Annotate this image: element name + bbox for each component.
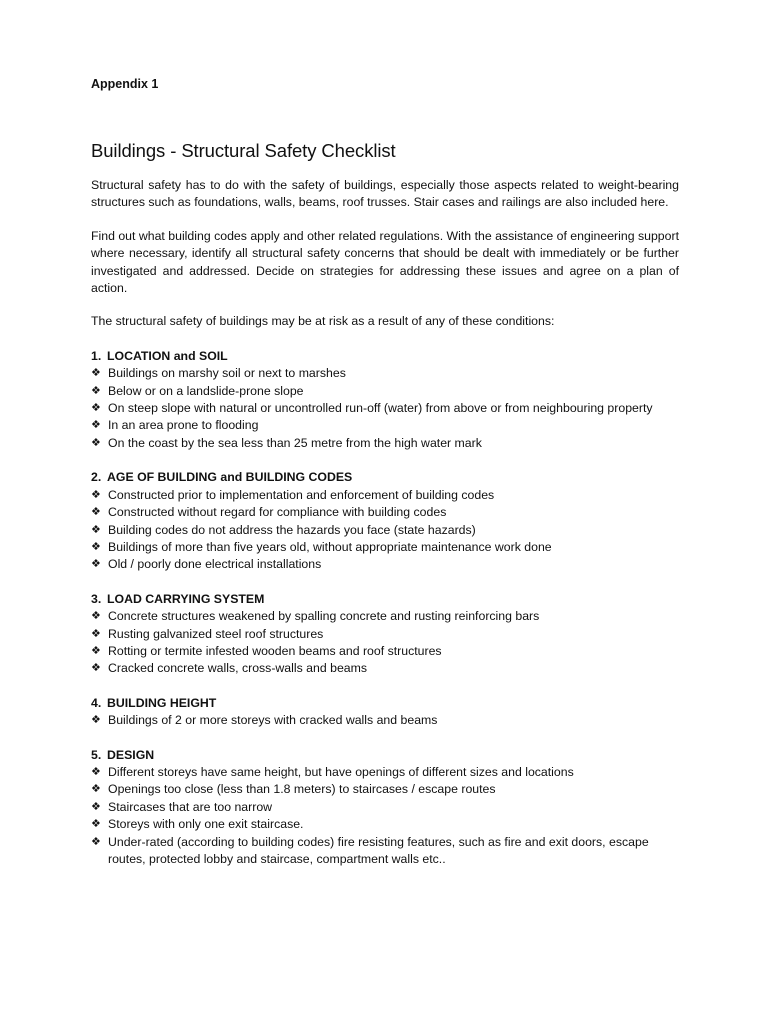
list-item <box>91 626 679 643</box>
checklist-items <box>91 487 679 574</box>
section-title: AGE OF BUILDING and BUILDING CODES <box>107 470 353 485</box>
checklist-section <box>91 747 679 869</box>
diamond-bullet-icon: ❖ <box>91 419 101 432</box>
section-title: DESIGN <box>107 747 155 762</box>
section-title: LOAD CARRYING SYSTEM <box>107 591 265 606</box>
checklist-items <box>91 365 679 452</box>
section-number: 3. <box>91 591 102 606</box>
section-heading <box>91 747 679 764</box>
intro-paragraph-structural-safety: Structural safety has to do with the safety of buildings, especially those aspects related to weight-bearing structures such as foundations, walls, beams, roof trusses. Stair cases and railings are also included here. <box>91 178 679 210</box>
diamond-bullet-icon: ❖ <box>91 436 101 449</box>
section-title: BUILDING HEIGHT <box>107 695 217 710</box>
diamond-bullet-icon: ❖ <box>91 765 101 778</box>
list-item <box>91 643 679 660</box>
list-item <box>91 487 679 504</box>
diamond-bullet-icon: ❖ <box>91 488 101 501</box>
list-item <box>91 539 679 556</box>
list-item <box>91 712 679 729</box>
section-number: 2. <box>91 470 102 485</box>
list-item <box>91 417 679 434</box>
list-item-text: Openings too close (less than 1.8 meters) to staircases / escape routes <box>108 782 496 797</box>
diamond-bullet-icon: ❖ <box>91 835 101 848</box>
diamond-bullet-icon: ❖ <box>91 367 101 380</box>
list-item-text: Rusting galvanized steel roof structures <box>108 626 324 641</box>
diamond-bullet-icon: ❖ <box>91 627 101 640</box>
intro-paragraph-building-codes: Find out what building codes apply and other related regulations. With the assistance of engineering support where necessary, identify all structural safety concerns that should be dealt with immediately or be further investigated and addressed. Decide on strategies for addressing these issues and agree on a plan of action. <box>91 228 679 296</box>
diamond-bullet-icon: ❖ <box>91 558 101 571</box>
diamond-bullet-icon: ❖ <box>91 644 101 657</box>
list-item <box>91 799 679 816</box>
list-item-text: Buildings of 2 or more storeys with cracked walls and beams <box>108 713 438 728</box>
list-item <box>91 764 679 781</box>
list-item-text: Storeys with only one exit staircase. <box>108 817 304 832</box>
list-item <box>91 400 679 417</box>
diamond-bullet-icon: ❖ <box>91 506 101 519</box>
list-item <box>91 834 679 869</box>
conditions-intro: The structural safety of buildings may be at risk as a result of any of these conditions: <box>91 314 555 329</box>
document-content <box>91 76 679 868</box>
section-heading <box>91 469 679 486</box>
list-item-text: Concrete structures weakened by spalling concrete and rusting reinforcing bars <box>108 609 540 624</box>
list-item-text: Buildings on marshy soil or next to marshes <box>108 366 346 381</box>
list-item-text: Staircases that are too narrow <box>108 799 273 814</box>
list-item-text: Rotting or termite infested wooden beams and roof structures <box>108 643 442 658</box>
list-item-text: Different storeys have same height, but have openings of different sizes and locations <box>108 764 574 779</box>
diamond-bullet-icon: ❖ <box>91 800 101 813</box>
diamond-bullet-icon: ❖ <box>91 402 101 415</box>
list-item-text: Buildings of more than five years old, without appropriate maintenance work done <box>108 539 552 554</box>
checklist-section <box>91 348 679 452</box>
list-item <box>91 522 679 539</box>
list-item <box>91 504 679 521</box>
list-item <box>91 781 679 798</box>
diamond-bullet-icon: ❖ <box>91 662 101 675</box>
list-item <box>91 383 679 400</box>
checklist-items <box>91 608 679 678</box>
diamond-bullet-icon: ❖ <box>91 540 101 553</box>
document-title: Buildings - Structural Safety Checklist <box>91 140 396 161</box>
list-item <box>91 816 679 833</box>
list-item <box>91 660 679 677</box>
diamond-bullet-icon: ❖ <box>91 818 101 831</box>
section-number: 1. <box>91 348 102 363</box>
checklist-section <box>91 695 679 730</box>
diamond-bullet-icon: ❖ <box>91 523 101 536</box>
list-item <box>91 365 679 382</box>
list-item-text: Cracked concrete walls, cross-walls and beams <box>108 661 368 676</box>
list-item-text: Old / poorly done electrical installations <box>108 557 322 572</box>
list-item-text: Building codes do not address the hazards you face (state hazards) <box>108 522 476 537</box>
checklist-section <box>91 591 679 678</box>
section-title: LOCATION and SOIL <box>107 348 228 363</box>
list-item-text: On steep slope with natural or uncontrolled run-off (water) from above or from neighbouring property <box>108 401 653 416</box>
appendix-label: Appendix 1 <box>91 77 159 91</box>
checklist-sections <box>91 348 679 869</box>
section-number: 4. <box>91 695 102 710</box>
checklist-items <box>91 764 679 868</box>
list-item <box>91 556 679 573</box>
list-item-text: Under-rated (according to building codes) fire resisting features, such as fire and exit doors, escape routes, protected lobby and staircase, compartment walls etc.. <box>108 834 649 866</box>
diamond-bullet-icon: ❖ <box>91 384 101 397</box>
checklist-items <box>91 712 679 729</box>
diamond-bullet-icon: ❖ <box>91 783 101 796</box>
list-item-text: Constructed without regard for compliance with building codes <box>108 505 447 520</box>
list-item-text: On the coast by the sea less than 25 metre from the high water mark <box>108 435 482 450</box>
section-number: 5. <box>91 747 102 762</box>
list-item <box>91 435 679 452</box>
list-item <box>91 608 679 625</box>
section-heading <box>91 591 679 608</box>
diamond-bullet-icon: ❖ <box>91 610 101 623</box>
list-item-text: In an area prone to flooding <box>108 418 259 433</box>
section-heading <box>91 348 679 365</box>
list-item-text: Constructed prior to implementation and enforcement of building codes <box>108 487 495 502</box>
list-item-text: Below or on a landslide-prone slope <box>108 383 304 398</box>
diamond-bullet-icon: ❖ <box>91 714 101 727</box>
section-heading <box>91 695 679 712</box>
checklist-section <box>91 469 679 573</box>
